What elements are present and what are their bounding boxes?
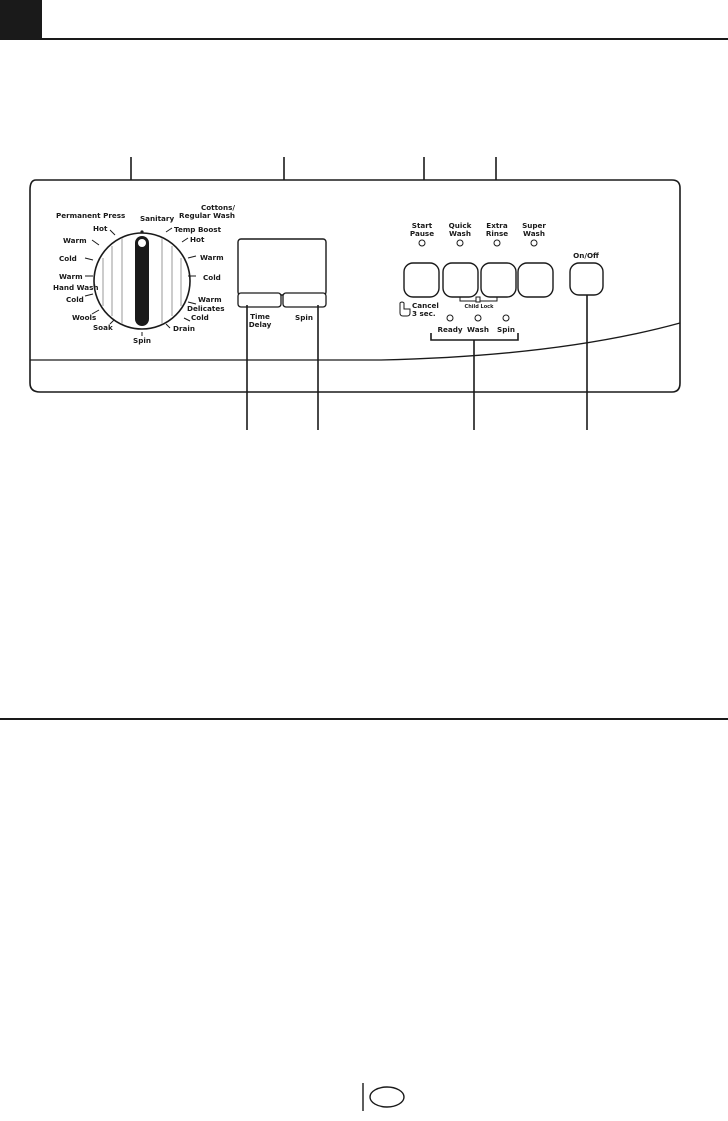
dial-label-soak: Soak (93, 323, 113, 332)
ready-label: Ready (437, 325, 463, 334)
dial-label-hw-warm: Warm (59, 272, 83, 281)
dial-label-cot-warm: Warm (200, 253, 224, 262)
dial-label-del-warm: Warm (198, 295, 222, 304)
quick-label-2: Wash (449, 229, 471, 238)
status-spin-label: Spin (497, 325, 515, 334)
on-off-button[interactable] (570, 263, 603, 295)
extra-label-2: Rinse (485, 229, 509, 238)
cancel-label-1: Cancel (412, 301, 439, 310)
on-off-label: On/Off (573, 251, 599, 260)
child-lock-label: Child Lock (464, 304, 494, 310)
dial-label-pp-cold: Cold (59, 254, 77, 263)
display-spin-label: Spin (295, 313, 313, 322)
dial-label-temp-boost: Temp Boost (174, 225, 222, 234)
dial-pointer (138, 239, 146, 247)
dial-label-spin: Spin (133, 336, 151, 345)
time-delay-button[interactable] (238, 293, 281, 307)
dial-marker (140, 230, 143, 233)
dial-label-delicates: Delicates (187, 304, 225, 313)
extra-rinse-led (494, 240, 500, 246)
language-badge (370, 1087, 404, 1107)
quick-label-1: Quick (448, 221, 472, 230)
quick-wash-button[interactable] (443, 263, 478, 297)
dial-label-hand-wash: Hand Wash (53, 283, 99, 292)
dial-label-cot-cold: Cold (203, 273, 221, 282)
super-label-1: Super (522, 221, 546, 230)
dial-label-sanitary: Sanitary (140, 214, 175, 223)
dial-knob[interactable] (135, 236, 149, 326)
super-wash-button[interactable] (518, 263, 553, 297)
start-label-2: Pause (409, 229, 435, 238)
super-wash-led (531, 240, 537, 246)
dial-label-cottons-1: Cottons/ (200, 203, 235, 212)
dial-label-drain: Drain (173, 324, 195, 333)
start-label-1: Start (411, 221, 433, 230)
dial-label-hw-cold: Cold (66, 295, 84, 304)
ready-led (447, 315, 453, 321)
dial-label-del-cold: Cold (191, 313, 209, 322)
dial-label-permanent-press: Permanent Press (56, 211, 126, 220)
time-delay-label-1: Time (250, 312, 270, 321)
quick-wash-led (457, 240, 463, 246)
extra-rinse-button[interactable] (481, 263, 516, 297)
wash-led (475, 315, 481, 321)
lock-icon (476, 297, 480, 302)
start-pause-button[interactable] (404, 263, 439, 297)
wash-label: Wash (467, 325, 489, 334)
display-screen (238, 239, 326, 295)
start-led (419, 240, 425, 246)
dial-label-pp-warm: Warm (63, 236, 87, 245)
display-spin-button[interactable] (283, 293, 326, 307)
cancel-label-2: 3 sec. (412, 309, 436, 318)
time-delay-label-2: Delay (248, 320, 272, 329)
extra-label-1: Extra (486, 221, 508, 230)
spin-led (503, 315, 509, 321)
dial-label-pp-hot: Hot (93, 224, 108, 233)
dial-label-wools: Wools (72, 313, 97, 322)
dial-label-cottons-2: Regular Wash (179, 211, 235, 220)
super-label-2: Wash (523, 229, 545, 238)
section-number-block (0, 0, 42, 40)
dial-label-cot-hot: Hot (190, 235, 205, 244)
